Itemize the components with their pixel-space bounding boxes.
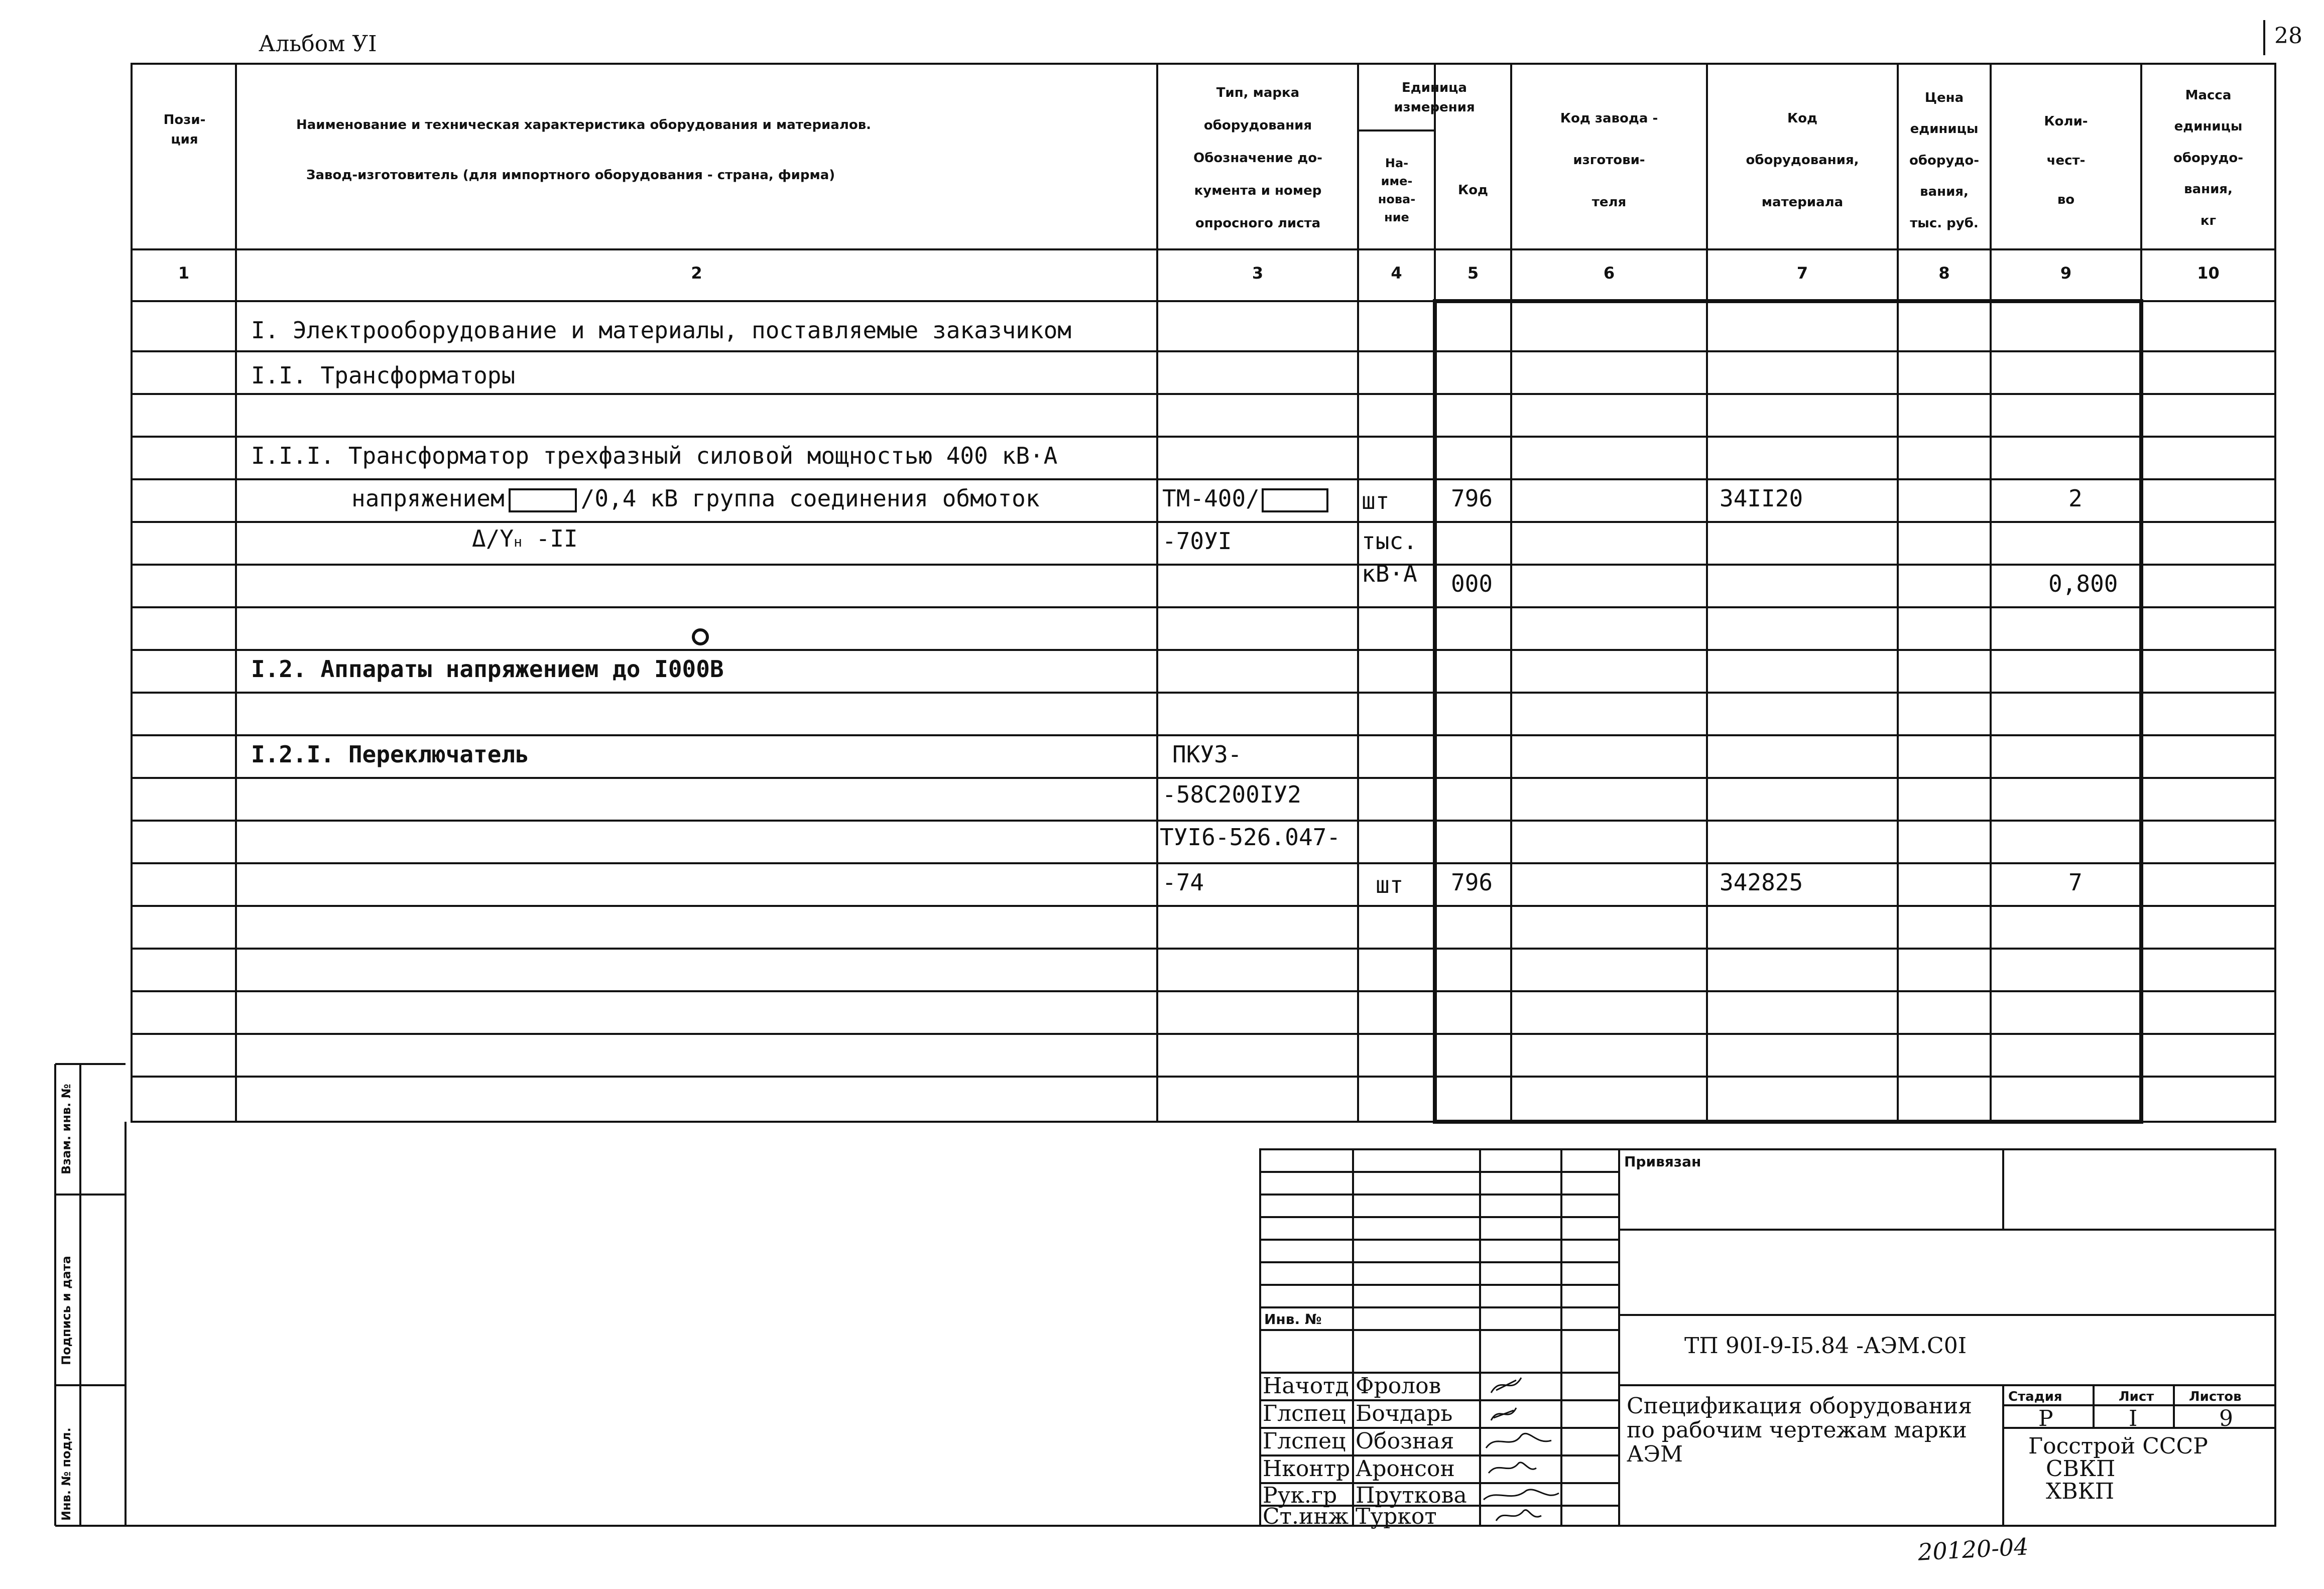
- circle-mark: [692, 628, 709, 645]
- tb-name-2: Обозная: [1356, 1428, 1454, 1454]
- type-tu16: ТУI6-526.047-: [1160, 824, 1341, 851]
- signatures: [1481, 1370, 1561, 1526]
- row-section-1: I. Электрооборудование и материалы, поставляемые заказчиком: [251, 317, 1071, 344]
- page-number: 28: [2274, 23, 2302, 49]
- colnum-7: 7: [1796, 263, 1808, 283]
- tb-sheet: I: [2129, 1406, 2138, 1431]
- side-label-replacement: Взам. инв. №: [59, 1084, 73, 1174]
- tb-org-1: Госстрой СССР: [2028, 1433, 2208, 1459]
- type-blank-box: [1262, 488, 1328, 512]
- album-label: Альбом УI: [259, 31, 377, 57]
- row-transformer-title: I.I.I. Трансформатор трехфазный силовой мощностью 400 кВ·А: [251, 442, 1058, 469]
- tb-role-1: Глспец: [1263, 1401, 1346, 1426]
- header-type: Тип, марка оборудования Обозначение до- кумента и номер опросного листа: [1193, 85, 1322, 231]
- tb-role-2: Глспец: [1263, 1428, 1346, 1454]
- tb-doc-code: ТП 90I-9-I5.84 -АЭМ.С0I: [1684, 1333, 1967, 1359]
- tb-name-1: Бочдарь: [1356, 1401, 1453, 1426]
- tb-name-0: Фролов: [1356, 1373, 1441, 1399]
- side-label-inventory: Инв. № подл.: [59, 1427, 73, 1521]
- colnum-1: 1: [178, 263, 190, 283]
- header-unit: Единица измерения: [1394, 80, 1475, 115]
- row-transformer-winding: Δ/Yн -II: [472, 525, 578, 552]
- row-transformer-voltage: напряжением /0,4 кВ группа соединения обмоток: [351, 485, 1040, 512]
- header-unit-code: Код: [1457, 182, 1489, 198]
- header-equipment-code: Код оборудования, материала: [1746, 111, 1859, 210]
- header-name-line1: Наименование и техническая характеристика оборудования и материалов.: [296, 117, 872, 133]
- header-quantity: Коли- чест- во: [2044, 114, 2088, 207]
- header-price: Цена единицы оборудо- вания, тыс. руб.: [1909, 90, 1980, 231]
- tb-role-3: Нконтр: [1263, 1456, 1351, 1482]
- tb-sheets: 9: [2219, 1406, 2233, 1431]
- tb-role-5: Ст.инж: [1263, 1504, 1349, 1529]
- footer-code: 20120-04: [1917, 1533, 2029, 1566]
- tb-privyazan: Привязан: [1624, 1153, 1701, 1170]
- type-tm400: ТМ-400/: [1162, 487, 1332, 512]
- tb-role-4: Рук.гр: [1263, 1483, 1337, 1508]
- side-label-signature: Подпись и дата: [59, 1256, 73, 1365]
- header-factory-code: Код завода - изготови- теля: [1560, 111, 1658, 210]
- type-74: -74: [1162, 869, 1204, 896]
- tb-stage: Р: [2038, 1406, 2053, 1431]
- quantity-2: 0,800: [2048, 570, 2118, 597]
- tb-name-4: Пруткова: [1356, 1483, 1467, 1508]
- tb-title-line1: Спецификация оборудования: [1627, 1393, 1973, 1419]
- tb-sheet-label: Лист: [2119, 1389, 2154, 1404]
- tb-org-2: СВКП: [2046, 1456, 2116, 1482]
- equipment-code-1: 34II20: [1720, 485, 1803, 512]
- unit-thousand: тыс.: [1362, 527, 1417, 555]
- unit-code-1: 796: [1451, 485, 1493, 512]
- unit-code-3: 796: [1451, 869, 1493, 896]
- colnum-2: 2: [691, 263, 702, 283]
- unit-sht-2: шт: [1376, 871, 1404, 898]
- unit-code-2: 000: [1451, 570, 1493, 597]
- tb-org-3: ХВКП: [2046, 1479, 2115, 1504]
- colnum-10: 10: [2197, 263, 2220, 283]
- row-section-1-1: I.I. Трансформаторы: [251, 362, 516, 389]
- tb-title-line2: по рабочим чертежам марки: [1627, 1417, 1967, 1443]
- tb-role-0: Начотд: [1263, 1373, 1349, 1399]
- colnum-9: 9: [2060, 263, 2072, 283]
- row-section-1-2: I.2. Аппараты напряжением до I000В: [251, 655, 724, 683]
- tb-name-3: Аронсон: [1356, 1456, 1455, 1482]
- type-70u1: -70УI: [1162, 527, 1232, 555]
- header-position: Пози- ция: [163, 112, 206, 147]
- unit-kva: кВ·А: [1362, 560, 1417, 587]
- colnum-4: 4: [1391, 263, 1402, 283]
- tb-sheets-label: Листов: [2189, 1389, 2242, 1404]
- tb-title-line3: АЭМ: [1627, 1441, 1683, 1467]
- colnum-3: 3: [1252, 263, 1264, 283]
- tb-inv: Инв. №: [1264, 1311, 1322, 1328]
- quantity-1: 2: [2068, 485, 2083, 512]
- colnum-8: 8: [1938, 263, 1950, 283]
- tb-stage-label: Стадия: [2008, 1389, 2062, 1404]
- type-pku3: ПКУ3-: [1172, 741, 1242, 768]
- unit-sht-1: шт: [1362, 487, 1390, 514]
- header-mass: Масса единицы оборудо- вания, кг: [2173, 88, 2244, 228]
- type-58c: -58С200IУ2: [1162, 781, 1301, 808]
- row-switch: I.2.I. Переключатель: [251, 741, 529, 768]
- colnum-5: 5: [1467, 263, 1479, 283]
- header-name-line2: Завод-изготовитель (для импортного оборудования - страна, фирма): [306, 168, 835, 183]
- header-unit-name: На- име- нова- ние: [1378, 156, 1416, 224]
- voltage-blank-box: [509, 488, 577, 512]
- equipment-code-2: 342825: [1720, 869, 1803, 896]
- tb-name-5: Туркот: [1356, 1504, 1437, 1529]
- colnum-6: 6: [1603, 263, 1615, 283]
- quantity-3: 7: [2068, 869, 2083, 896]
